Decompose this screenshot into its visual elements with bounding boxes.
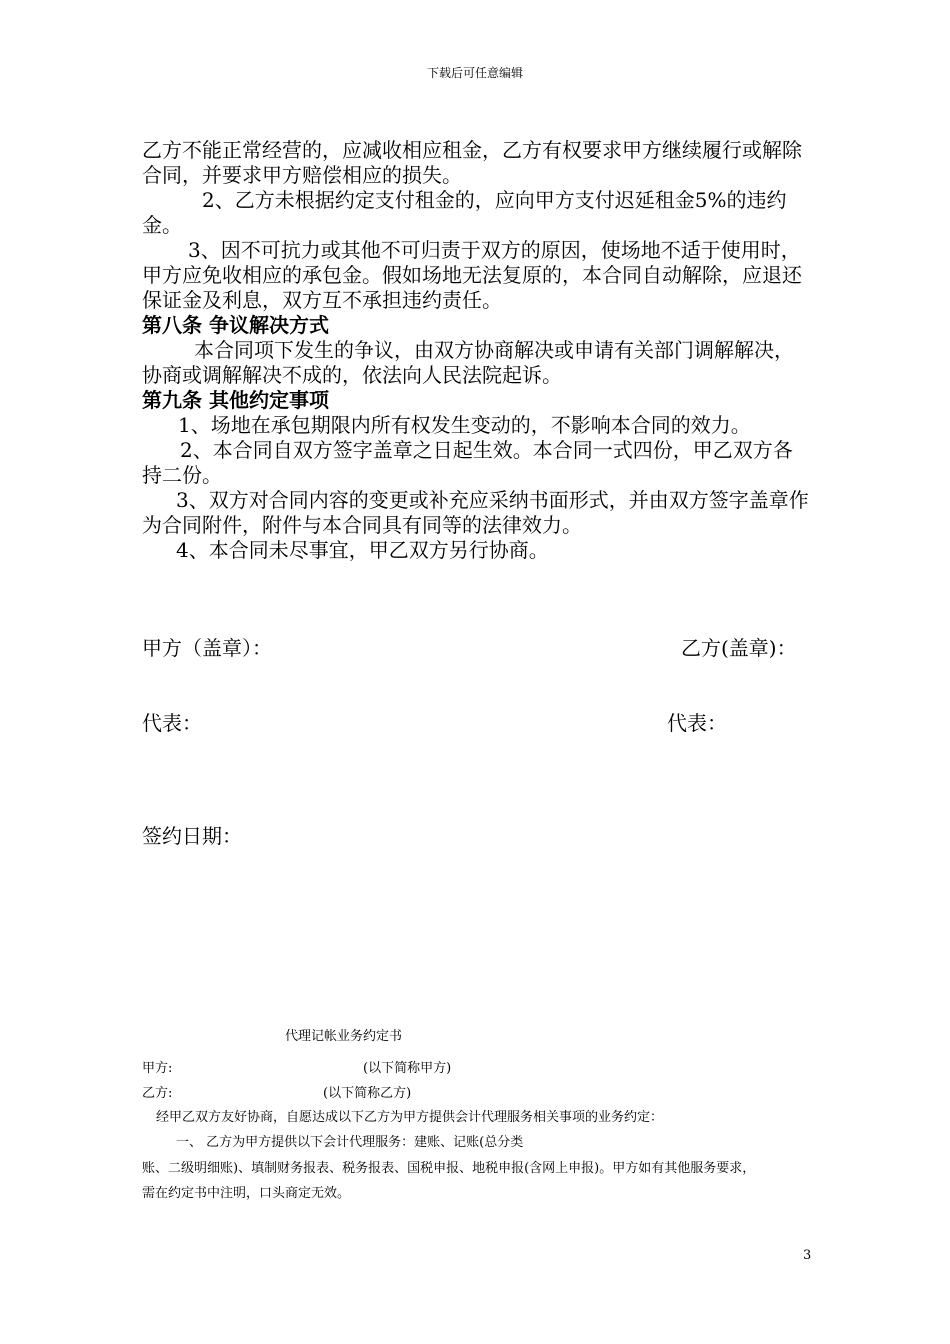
- paragraph: 乙方不能正常经营的，应减收相应租金，乙方有权要求甲方继续履行或解除合同，并要求甲方赔偿相应的损失。: [142, 138, 802, 187]
- list-item: 1、场地在承包期限内所有权发生变动的，不影响本合同的效力。: [178, 413, 751, 437]
- party-a-label: 甲方:: [142, 1061, 173, 1076]
- party-a-seal-label: 甲方（盖章）：: [142, 636, 272, 660]
- agreement-item-1-line-2: 账、二级明细账)、填制财务报表、税务报表、国税申报、地税申报(含网上申报)。甲方如有其他服务要求，: [142, 1161, 756, 1176]
- agreement-item-1-line-1: 一、 乙方为甲方提供以下会计代理服务：建账、记账(总分类: [176, 1135, 524, 1150]
- agreement-party-a: [142, 1060, 822, 1078]
- section-heading: 第九条 其他约定事项: [142, 388, 329, 412]
- list-item: 3、双方对合同内容的变更或补充应采纳书面形式，并由双方签字盖章作为合同附件，附件与本合同具有同等的法律效力。: [142, 488, 809, 537]
- party-a-note: (以下简称甲方): [363, 1061, 452, 1076]
- party-b-label: 乙方:: [142, 1086, 173, 1101]
- page-number: 3: [803, 1248, 812, 1263]
- agreement-item-1-line-3: 需在约定书中注明，口头商定无效。: [142, 1186, 351, 1201]
- list-item: 4、本合同未尽事宜，甲乙双方另行协商。: [176, 538, 549, 562]
- agreement-party-b: [142, 1085, 822, 1103]
- contract-body: [142, 138, 810, 563]
- agreement-title: 代理记帐业务约定书: [285, 1029, 403, 1044]
- party-b-note: (以下简称乙方): [323, 1086, 412, 1101]
- signing-date-label: 签约日期：: [142, 824, 242, 848]
- party-b-seal-label: 乙方(盖章)：: [681, 636, 797, 660]
- party-a-representative-label: 代表：: [142, 711, 202, 735]
- paragraph: 2、乙方未根据约定支付租金的，应向甲方支付迟延租金5%的违约金。: [142, 188, 787, 237]
- header-note: 下载后可任意编辑: [426, 66, 523, 80]
- paragraph: 本合同项下发生的争议，由双方协商解决或申请有关部门调解解决，协商或调解解决不成的，依法向人民法院起诉。: [142, 338, 794, 387]
- list-item: 2、本合同自双方签字盖章之日起生效。本合同一式四份，甲乙双方各持二份。: [142, 438, 793, 487]
- party-b-representative-label: 代表：: [667, 711, 727, 735]
- paragraph: 3、因不可抗力或其他不可归责于双方的原因，使场地不适于使用时，甲方应免收相应的承包金。假如场地无法复原的，本合同自动解除，应退还保证金及利息，双方互不承担违约责任。: [142, 238, 802, 312]
- agreement-intro: 经甲乙双方友好协商，自愿达成以下乙方为甲方提供会计代理服务相关事项的业务约定：: [156, 1110, 664, 1125]
- section-heading: 第八条 争议解决方式: [142, 313, 329, 337]
